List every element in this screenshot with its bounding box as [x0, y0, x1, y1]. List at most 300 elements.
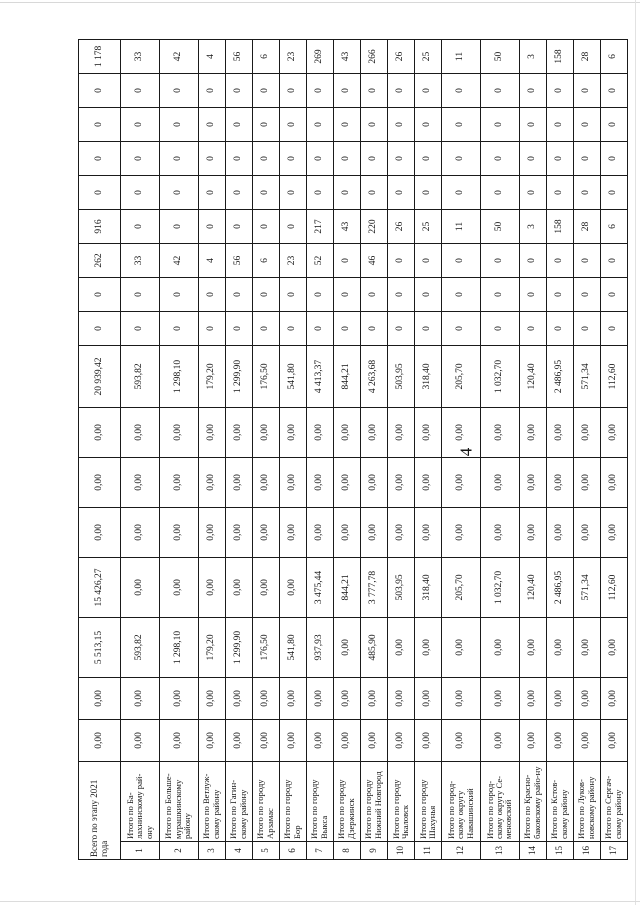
table-cell: 0	[573, 277, 600, 311]
table-cell: 0	[546, 277, 573, 311]
table-row	[279, 39, 306, 859]
table-cell: 0,00	[360, 719, 387, 761]
row-index: 4	[225, 842, 252, 860]
table-cell: 0	[159, 277, 198, 311]
table-row	[573, 39, 600, 859]
table-cell: 25	[415, 39, 442, 73]
table-cell: 0	[121, 73, 160, 107]
table-cell: 0,00	[387, 617, 414, 677]
table-cell: 0,00	[360, 507, 387, 557]
table-cell: 0,00	[159, 677, 198, 719]
table-row	[198, 39, 225, 859]
table-cell: 0	[198, 209, 225, 243]
table-cell: 0	[333, 141, 360, 175]
total-cell: 262	[79, 243, 121, 277]
table-cell: 318,40	[415, 557, 442, 617]
table-cell: 1 032,70	[480, 345, 519, 407]
table-cell: 0	[519, 311, 546, 345]
table-cell: 0	[198, 73, 225, 107]
table-cell: 0,00	[225, 407, 252, 457]
table-cell: 0	[360, 175, 387, 209]
table-cell: 0,00	[159, 557, 198, 617]
table-cell: 0	[333, 311, 360, 345]
table-cell: 0	[279, 209, 306, 243]
table-cell: 0,00	[480, 507, 519, 557]
table-cell: 0,00	[333, 617, 360, 677]
table-cell: 0,00	[442, 407, 481, 457]
table-cell: 0	[360, 277, 387, 311]
table-cell: 0	[519, 107, 546, 141]
row-index: 14	[519, 842, 546, 860]
table-cell: 0	[121, 311, 160, 345]
table-cell: 120,40	[519, 557, 546, 617]
table-row	[387, 39, 414, 859]
table-cell: 0	[415, 277, 442, 311]
table-row	[252, 39, 279, 859]
table-cell: 0	[546, 311, 573, 345]
table-cell: 120,40	[519, 345, 546, 407]
row-index: 9	[360, 842, 387, 860]
table-cell: 0	[225, 175, 252, 209]
table-cell: 0	[442, 175, 481, 209]
table-cell: 0	[546, 141, 573, 175]
table-cell: 0,00	[442, 617, 481, 677]
table-cell: 6	[252, 39, 279, 73]
total-cell: 0	[79, 73, 121, 107]
row-index: 8	[333, 842, 360, 860]
table-cell: 0	[387, 175, 414, 209]
row-name: Итого по городу Бор	[279, 761, 306, 841]
table-cell: 318,40	[415, 345, 442, 407]
table-body	[79, 39, 628, 859]
table-cell: 0	[252, 277, 279, 311]
table-cell: 0,00	[279, 507, 306, 557]
table-cell: 0	[306, 107, 333, 141]
table-cell: 179,20	[198, 345, 225, 407]
total-cell: 916	[79, 209, 121, 243]
table-cell: 0	[546, 175, 573, 209]
table-cell: 593,82	[121, 345, 160, 407]
table-cell: 571,34	[573, 345, 600, 407]
table-cell: 0	[225, 311, 252, 345]
table-cell: 0,00	[198, 677, 225, 719]
table-cell: 0	[306, 73, 333, 107]
table-cell: 1 298,10	[159, 617, 198, 677]
table-row-total	[79, 39, 121, 859]
table-cell: 0	[387, 107, 414, 141]
rotated-table-holder	[78, 40, 628, 860]
table-row	[442, 39, 481, 859]
table-cell: 0,00	[252, 407, 279, 457]
row-name: Итого по городу Арзамас	[252, 761, 279, 841]
table-cell: 0	[415, 175, 442, 209]
table-cell: 0	[360, 73, 387, 107]
table-cell: 3 777,78	[360, 557, 387, 617]
table-cell: 0,00	[159, 407, 198, 457]
table-cell: 0	[546, 73, 573, 107]
row-name: Итого по городу Чкаловск	[387, 761, 414, 841]
table-row	[360, 39, 387, 859]
table-cell: 25	[415, 209, 442, 243]
total-cell: 0,00	[79, 507, 121, 557]
table-cell: 0	[360, 141, 387, 175]
table-row	[415, 39, 442, 859]
table-cell: 0	[573, 141, 600, 175]
table-cell: 503,95	[387, 557, 414, 617]
table-cell: 46	[360, 243, 387, 277]
table-cell: 0,00	[546, 457, 573, 507]
table-cell: 0,00	[252, 457, 279, 507]
row-index: 11	[415, 842, 442, 860]
table-cell: 0,00	[279, 719, 306, 761]
scan-edge-top	[0, 2, 640, 3]
table-cell: 0	[415, 243, 442, 277]
total-cell: 20 939,42	[79, 345, 121, 407]
table-cell: 0,00	[387, 677, 414, 719]
total-cell: 0,00	[79, 457, 121, 507]
table-cell: 0,00	[519, 407, 546, 457]
table-cell: 503,95	[387, 345, 414, 407]
table-cell: 0,00	[225, 677, 252, 719]
table-cell: 593,82	[121, 617, 160, 677]
table-cell: 0	[600, 141, 627, 175]
table-cell: 0	[333, 243, 360, 277]
table-cell: 0,00	[333, 457, 360, 507]
table-cell: 0,00	[519, 719, 546, 761]
table-cell: 0,00	[480, 677, 519, 719]
table-cell: 0	[306, 175, 333, 209]
row-index: 1	[121, 842, 160, 860]
table-cell: 0	[442, 141, 481, 175]
table-cell: 0,00	[415, 677, 442, 719]
table-cell: 0	[600, 277, 627, 311]
table-cell: 0,00	[252, 719, 279, 761]
table-row	[519, 39, 546, 859]
table-cell: 0,00	[225, 507, 252, 557]
row-index: 2	[159, 842, 198, 860]
table-cell: 0	[442, 277, 481, 311]
table-cell: 0	[519, 175, 546, 209]
table-cell: 1 298,10	[159, 345, 198, 407]
table-cell: 6	[252, 243, 279, 277]
table-cell: 0,00	[442, 677, 481, 719]
table-cell: 56	[225, 243, 252, 277]
table-cell: 0,00	[573, 677, 600, 719]
row-name: Итого по Гагин-скому району	[225, 761, 252, 841]
table-cell: 0	[480, 243, 519, 277]
table-cell: 0,00	[573, 719, 600, 761]
table-cell: 0	[333, 107, 360, 141]
table-cell: 0	[546, 243, 573, 277]
table-cell: 11	[442, 209, 481, 243]
table-cell: 0	[159, 209, 198, 243]
table-cell: 1 299,90	[225, 345, 252, 407]
table-cell: 0	[279, 107, 306, 141]
table-cell: 0,00	[121, 719, 160, 761]
row-name: Итого по Ветлуж-скому району	[198, 761, 225, 841]
row-name: Итого по городу Нижний Новгород	[360, 761, 387, 841]
table-cell: 42	[159, 243, 198, 277]
table-cell: 0	[159, 141, 198, 175]
table-cell: 205,70	[442, 557, 481, 617]
table-cell: 0,00	[225, 457, 252, 507]
table-cell: 0,00	[573, 617, 600, 677]
table-cell: 266	[360, 39, 387, 73]
table-cell: 43	[333, 39, 360, 73]
table-cell: 0	[306, 277, 333, 311]
table-cell: 0	[415, 107, 442, 141]
table-cell: 50	[480, 39, 519, 73]
table-cell: 0,00	[252, 507, 279, 557]
table-cell: 3 475,44	[306, 557, 333, 617]
table-cell: 112,60	[600, 345, 627, 407]
table-cell: 179,20	[198, 617, 225, 677]
table-cell: 0	[442, 107, 481, 141]
row-index: 10	[387, 842, 414, 860]
table-cell: 0	[121, 107, 160, 141]
total-cell: 5 513,15	[79, 617, 121, 677]
table-cell: 217	[306, 209, 333, 243]
table-cell: 0,00	[225, 557, 252, 617]
table-cell: 176,50	[252, 345, 279, 407]
row-name: Итого по Красно-баковскому райо-ну	[519, 761, 546, 841]
total-label: Всего по этапу 2021 года	[79, 761, 121, 859]
table-cell: 0	[333, 73, 360, 107]
table-cell: 0	[279, 277, 306, 311]
table-cell: 0	[573, 243, 600, 277]
table-cell: 0	[480, 73, 519, 107]
table-cell: 0	[480, 141, 519, 175]
table-cell: 0	[573, 107, 600, 141]
table-cell: 0	[387, 141, 414, 175]
row-name: Итого по Больше-мурашкинскому району	[159, 761, 198, 841]
row-index: 13	[480, 842, 519, 860]
table-cell: 0,00	[360, 407, 387, 457]
table-cell: 4 263,68	[360, 345, 387, 407]
table-cell: 0,00	[121, 557, 160, 617]
table-row	[121, 39, 160, 859]
table-cell: 0	[121, 141, 160, 175]
table-cell: 0	[387, 311, 414, 345]
table-cell: 269	[306, 39, 333, 73]
table-cell: 0	[442, 311, 481, 345]
table-cell: 0,00	[159, 457, 198, 507]
table-cell: 1 299,90	[225, 617, 252, 677]
table-cell: 4	[198, 243, 225, 277]
table-cell: 0,00	[252, 557, 279, 617]
table-cell: 0	[121, 277, 160, 311]
table-cell: 42	[159, 39, 198, 73]
table-cell: 0	[573, 73, 600, 107]
scan-edge-right	[635, 0, 636, 905]
table-cell: 0,00	[159, 719, 198, 761]
table-cell: 0,00	[387, 507, 414, 557]
table-cell: 50	[480, 209, 519, 243]
table-cell: 0	[279, 175, 306, 209]
table-cell: 112,60	[600, 557, 627, 617]
table-cell: 0,00	[480, 457, 519, 507]
row-index: 6	[279, 842, 306, 860]
table-cell: 0,00	[198, 557, 225, 617]
table-cell: 0	[225, 107, 252, 141]
table-cell: 158	[546, 39, 573, 73]
table-cell: 0,00	[279, 677, 306, 719]
table-cell: 0,00	[306, 507, 333, 557]
table-cell: 0	[252, 175, 279, 209]
table-cell: 0	[415, 73, 442, 107]
table-cell: 0,00	[306, 719, 333, 761]
table-cell: 0,00	[573, 457, 600, 507]
table-cell: 0	[252, 209, 279, 243]
table-cell: 0,00	[306, 677, 333, 719]
table-cell: 0	[333, 277, 360, 311]
table-row	[333, 39, 360, 859]
table-row	[225, 39, 252, 859]
table-cell: 0	[519, 141, 546, 175]
table-cell: 541,80	[279, 617, 306, 677]
table-cell: 0,00	[573, 407, 600, 457]
row-index: 16	[573, 842, 600, 860]
table-cell: 0	[480, 107, 519, 141]
table-cell: 0,00	[442, 457, 481, 507]
table-cell: 0,00	[415, 719, 442, 761]
table-cell: 0,00	[198, 719, 225, 761]
total-cell: 0,00	[79, 677, 121, 719]
table-cell: 23	[279, 243, 306, 277]
table-cell: 26	[387, 39, 414, 73]
table-cell: 0	[387, 277, 414, 311]
table-cell: 0	[519, 243, 546, 277]
table-cell: 0	[480, 175, 519, 209]
table-cell: 0,00	[252, 677, 279, 719]
table-cell: 0,00	[600, 617, 627, 677]
table-cell: 0	[519, 277, 546, 311]
total-cell: 0	[79, 277, 121, 311]
row-name: Итого по Сергач-скому району	[600, 761, 627, 841]
table-cell: 0	[519, 73, 546, 107]
page-number: 4	[456, 447, 476, 457]
table-cell: 0,00	[333, 407, 360, 457]
table-cell: 0	[159, 175, 198, 209]
table-cell: 0,00	[121, 457, 160, 507]
table-cell: 485,90	[360, 617, 387, 677]
table-cell: 0,00	[333, 719, 360, 761]
table-cell: 0,00	[442, 507, 481, 557]
table-cell: 33	[121, 243, 160, 277]
table-cell: 3	[519, 209, 546, 243]
table-cell: 0	[600, 311, 627, 345]
table-cell: 0	[252, 141, 279, 175]
table-cell: 0	[306, 141, 333, 175]
table-cell: 0	[279, 73, 306, 107]
table-cell: 0,00	[519, 457, 546, 507]
table-cell: 52	[306, 243, 333, 277]
table-cell: 0	[159, 107, 198, 141]
table-cell: 0,00	[121, 407, 160, 457]
table-cell: 56	[225, 39, 252, 73]
table-cell: 0,00	[415, 617, 442, 677]
table-cell: 0	[306, 311, 333, 345]
table-cell: 0	[198, 277, 225, 311]
table-cell: 28	[573, 209, 600, 243]
table-cell: 0	[480, 311, 519, 345]
total-cell: 1 178	[79, 39, 121, 73]
table-cell: 0,00	[600, 507, 627, 557]
table-cell: 0	[252, 311, 279, 345]
table-cell: 33	[121, 39, 160, 73]
row-index: 5	[252, 842, 279, 860]
row-name: Итого по Луков-новскому району	[573, 761, 600, 841]
scan-edge-bottom	[0, 901, 640, 902]
row-index: 3	[198, 842, 225, 860]
table-cell: 0	[415, 311, 442, 345]
table-cell: 0,00	[573, 507, 600, 557]
table-cell: 0,00	[600, 407, 627, 457]
total-cell: 0,00	[79, 407, 121, 457]
table-cell: 0,00	[480, 719, 519, 761]
table-cell: 0,00	[415, 457, 442, 507]
total-cell: 0,00	[79, 719, 121, 761]
table-cell: 0	[387, 73, 414, 107]
table-cell: 0	[573, 175, 600, 209]
table-cell: 3	[519, 39, 546, 73]
table-cell: 0,00	[442, 719, 481, 761]
table-cell: 0,00	[121, 677, 160, 719]
table-cell: 0,00	[546, 617, 573, 677]
table-row	[480, 39, 519, 859]
table-cell: 0	[198, 311, 225, 345]
table-cell: 0	[442, 243, 481, 277]
table-cell: 0,00	[387, 407, 414, 457]
table-cell: 0,00	[159, 507, 198, 557]
table-cell: 11	[442, 39, 481, 73]
table-cell: 0,00	[519, 507, 546, 557]
table-cell: 0	[252, 107, 279, 141]
table-cell: 0,00	[360, 677, 387, 719]
table-cell: 937,93	[306, 617, 333, 677]
table-cell: 0,00	[360, 457, 387, 507]
table-cell: 0,00	[198, 407, 225, 457]
table-cell: 0	[198, 175, 225, 209]
table-cell: 0	[225, 141, 252, 175]
table-cell: 2 486,95	[546, 557, 573, 617]
table-cell: 0	[415, 141, 442, 175]
table-cell: 4 413,37	[306, 345, 333, 407]
table-cell: 220	[360, 209, 387, 243]
row-index: 17	[600, 842, 627, 860]
table-cell: 0	[480, 277, 519, 311]
table-cell: 4	[198, 39, 225, 73]
total-cell: 0	[79, 311, 121, 345]
table-cell: 26	[387, 209, 414, 243]
table-cell: 0,00	[546, 407, 573, 457]
table-cell: 2 486,95	[546, 345, 573, 407]
table-cell: 0	[225, 73, 252, 107]
table-row	[600, 39, 627, 859]
table-cell: 0	[600, 243, 627, 277]
table-cell: 0,00	[333, 677, 360, 719]
table-cell: 0	[442, 73, 481, 107]
budget-table	[78, 39, 628, 860]
total-cell: 0	[79, 175, 121, 209]
table-cell: 844,21	[333, 557, 360, 617]
table-cell: 23	[279, 39, 306, 73]
table-cell: 0,00	[333, 507, 360, 557]
table-cell: 0,00	[415, 507, 442, 557]
table-row	[546, 39, 573, 859]
table-cell: 0	[600, 107, 627, 141]
table-cell: 43	[333, 209, 360, 243]
